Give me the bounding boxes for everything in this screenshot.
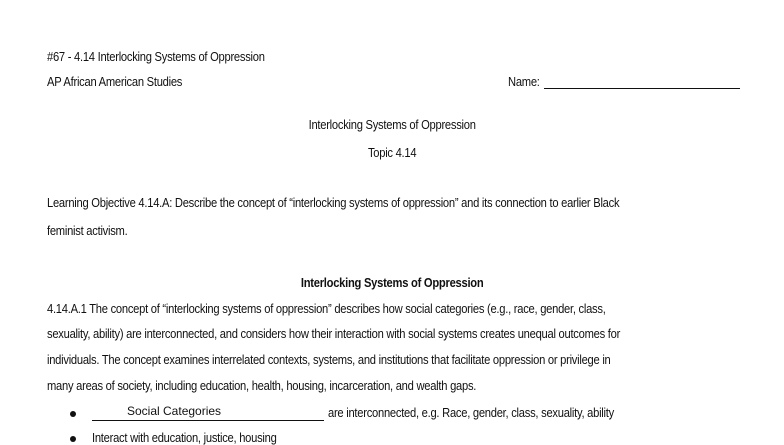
page-title: Interlocking Systems of Oppression	[308, 117, 476, 132]
bullet-icon	[70, 436, 76, 442]
paragraph-line-4: many areas of society, including education, health, housing, incarceration, and wealth gaps.	[47, 378, 477, 393]
section-heading: Interlocking Systems of Oppression	[300, 275, 484, 290]
learning-objective-line-1: Learning Objective 4.14.A: Describe the concept of “interlocking systems of oppression” and its connection to earlier Black	[47, 195, 620, 210]
topic-label: Topic 4.14	[367, 145, 417, 160]
fill-in-answer[interactable]: Social Categories	[127, 404, 222, 418]
course-name: AP African American Studies	[47, 74, 183, 89]
bullet-icon	[70, 411, 76, 417]
paragraph-line-2: sexuality, ability) are interconnected, and considers how their interaction with social systems creates unequal outcomes for	[47, 326, 621, 341]
name-label: Name:	[508, 74, 540, 89]
paragraph-line-3: individuals. The concept examines interrelated contexts, systems, and institutions that facilitate oppression or privilege in	[47, 352, 611, 367]
bullet-text: are interconnected, e.g. Race, gender, class, sexuality, ability	[328, 405, 614, 420]
paragraph-line-1: 4.14.A.1 The concept of “interlocking systems of oppression” describes how social categories (e.g., race, gender, class,	[47, 301, 606, 316]
bullet-text: Interact with education, justice, housing	[92, 430, 277, 445]
name-field[interactable]	[508, 74, 545, 89]
name-blank-line[interactable]	[544, 78, 740, 89]
learning-objective-line-2: feminist activism.	[47, 223, 128, 238]
doc-number: #67 - 4.14 Interlocking Systems of Oppression	[47, 49, 265, 64]
